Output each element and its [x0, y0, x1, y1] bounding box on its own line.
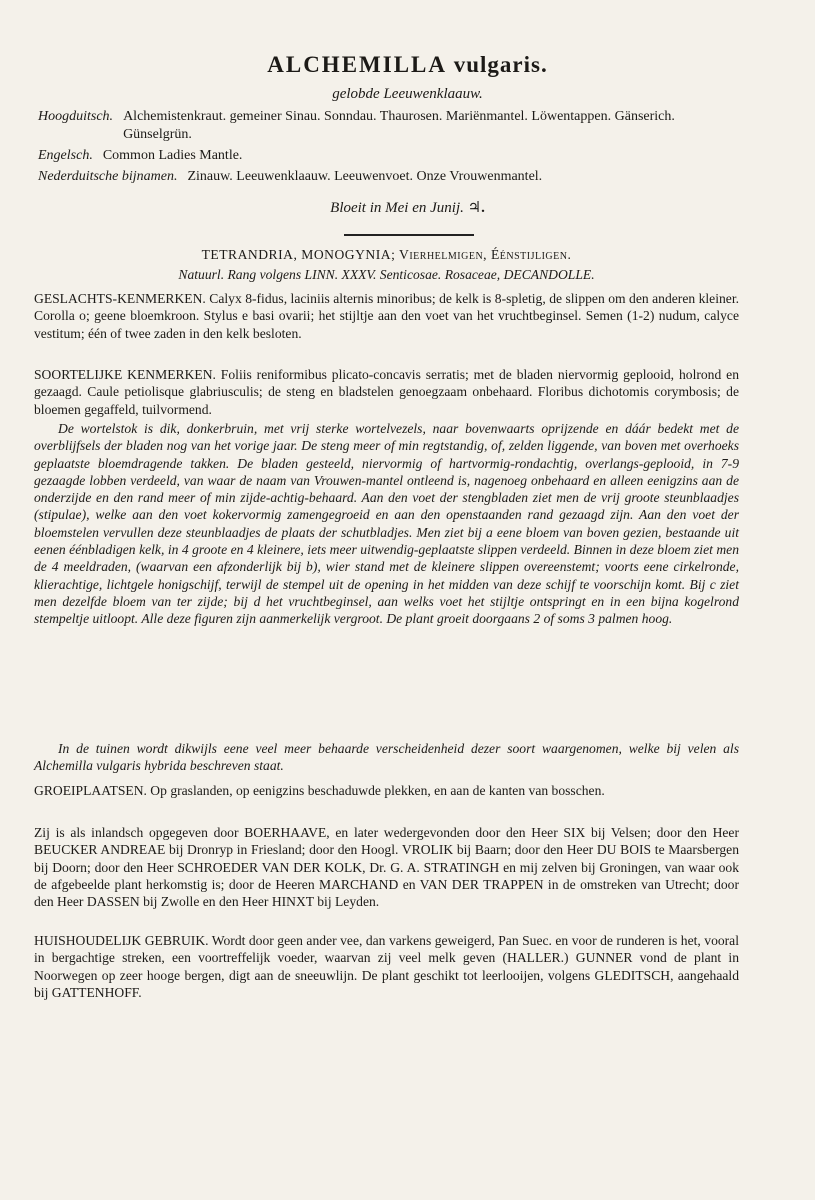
genus-characters: GESLACHTS-KENMERKEN. Calyx 8-fidus, laciniis alternis minoribus; de kelk is 8-spletig, de slippen om den anderen kleiner. Corolla o; geene bloemkroon. Stylus e basi ovarii; het stijltje aan den voet van het vruchtbeginsel. Semen (1-2) nudum, calyce vestitum; één of twee zaden in den kelk besloten.	[34, 291, 739, 341]
divider-rule	[344, 234, 474, 236]
name-row-dutch	[38, 168, 738, 186]
species-name: vulgaris.	[453, 52, 548, 77]
vernacular-names	[38, 108, 738, 189]
name-text: Common Ladies Mantle.	[102, 148, 243, 163]
name-text: Alchemistenkraut. gemeiner Sinau. Sonndau. Thaurosen. Mariënmantel. Löwentappen. Gänserich. Günselgrün.	[123, 109, 675, 142]
variety-note: In de tuinen wordt dikwijls eene veel meer behaarde verscheidenheid dezer soort waargenomen, welke bij velen als Alchemilla vulgaris hybrida beschreven staat.	[34, 741, 739, 774]
finding-places: Zij is als inlandsch opgegeven door BOERHAAVE, en later wedergevonden door den Heer SIX bij Velsen; door den Heer BEUCKER ANDREAE bij Dronryp in Friesland; door den Hoogl. VROLIK bij Baarn; door den Heer DU BOIS te Maarsbergen bij Doorn; door den Heer SCHROEDER VAN DER KOLK, Dr. G. A. STRATINGH en mij zelven bij Groningen, van waar ook de afgebeelde plant herkomstig is; door de Heeren MARCHAND en VAN DER TRAPPEN in de omstreken van Utrecht; door den Heer DASSEN bij Zwolle en den Heer HINXT bij Leyden.	[34, 825, 739, 910]
bloom-period	[0, 198, 815, 217]
household-use: HUISHOUDELIJK GEBRUIK. Wordt door geen ander vee, dan varkens geweigerd, Pan Suec. en voor de runderen is het, vooral in bergachtige streken, een voortreffelijk voeder, waarvan zij veel melk geven (HALLER.) GUNNER vond de plant in Noorwegen op zeer hooge bergen, digt aan de sneeuwlijn. De plant geschikt tot leerlooijen, volgens GLEDITSCH, aangehaald bij GATTENHOFF.	[34, 933, 739, 1000]
genus-name: ALCHEMILLA	[267, 52, 447, 77]
dutch-common-name: gelobde Leeuwenklaauw.	[332, 86, 483, 102]
page-title	[0, 52, 815, 78]
bloom-text: Bloeit in Mei en Junij.	[330, 200, 464, 216]
growth-locations: GROEIPLAATSEN. Op graslanden, op eenigzins beschaduwde plekken, en aan de kanten van bosschen.	[34, 783, 605, 798]
plant-description: De wortelstok is dik, donkerbruin, met vrij sterke wortelvezels, naar bovenwaarts oprijzende en dáár bedekt met de overblijfsels der bladen nog van het vorige jaar. De steng meer of min regtstandig, of, zelden liggende, van boven met overhoeks geplaatste bloemdragende takken. De bladen gesteeld, niervormig of hartvormig-rondachtig, overlangs-geplooid, in 7-9 gezaagde lobben verdeeld, van waar de naam van Vrouwen-mantel ontleend is, nagenoeg onbehaard en alleen eenigzins aan de onderzijde en den rand meer of min zijde-achtig-behaard. Aan den voet der stengbladen ziet men de vrij groote steunblaadjes (stipulae), welke aan den voet kokervormig zamengegroeid en aan den openstaanden rand gezaagd zijn. Aan den voet der bloemstelen vervullen deze steunblaadjes de plaats der schutbladjes. Men ziet bij a eene bloem van boven gezien, bestaande uit eenen éénbladigen kelk, in 4 groote en 4 kleinere, iets meer uitwendig-geplaatste slippen verdeeld. Binnen in deze bloem ziet men de 4 meeldraden, (waarvan een afzonderlijk bij b), wier stand met de kleinere slippen overeenstemt; voorts eene cirkelronde, klierachtige, lichtgele honigschijf, terwijl de stempel uit de opening in het midden van deze schijf te voorschijn komt. Bij c ziet men dezelfde bloem van ter zijde; bij d het vruchtbeginsel, aan welks voet het stijltje ontspringt en in een bijna kogelrond stempeltje uitloopt. Alle deze figuren zijn aanmerkelijk vergroot. De plant groeit doorgaans 2 of soms 3 palmen hoog.	[34, 421, 739, 627]
language-label: Engelsch.	[38, 148, 93, 163]
name-row-german	[38, 108, 738, 144]
classification-line-2: Natuurl. Rang volgens LINN. XXXV. Senticosae. Rosaceae, DECANDOLLE.	[178, 267, 595, 282]
language-label: Hoogduitsch.	[38, 109, 114, 124]
language-label: Nederduitsche bijnamen.	[38, 169, 178, 184]
name-row-english	[38, 147, 738, 165]
species-characters: SOORTELIJKE KENMERKEN. Foliis reniformibus plicato-concavis serratis; met de bladen niervormig geplooid, holrond en gezaagd. Caule petiolisque glabriusculis; de steng en bladstelen genoegzaam onbehaard. Floribus dichotomis corymbosis; de bloemen gegaffeld, tuilvormend.	[34, 367, 739, 417]
name-text: Zinauw. Leeuwenklaauw. Leeuwenvoet. Onze Vrouwenmantel.	[187, 169, 543, 184]
classification-line-1: TETRANDRIA, MONOGYNIA; Vierhelmigen, Éénstijligen.	[201, 247, 572, 262]
perennial-symbol: ♃.	[467, 200, 485, 216]
